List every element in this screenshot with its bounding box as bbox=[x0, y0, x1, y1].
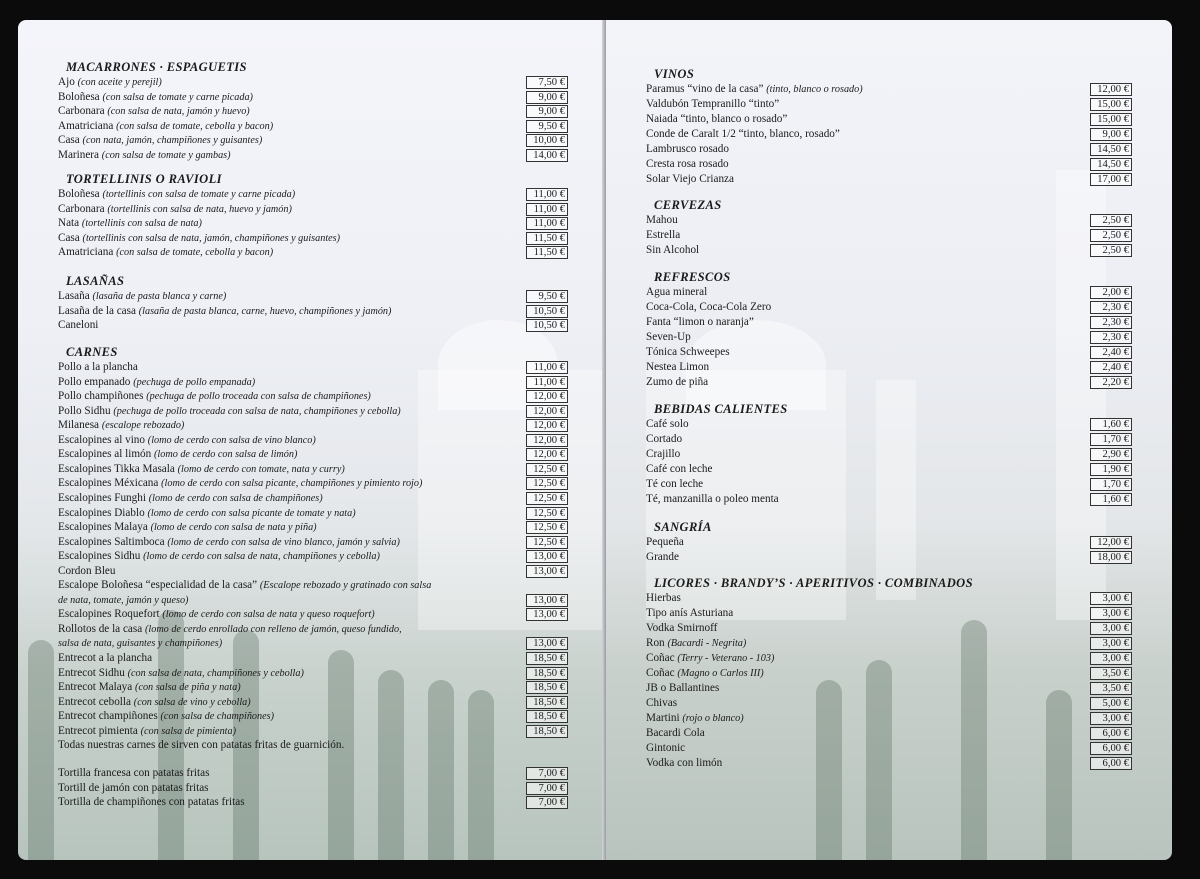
item-name: Todas nuestras carnes de sirven con patatas fritas de guarnición. bbox=[58, 739, 345, 752]
item-price: 12,00 € bbox=[1090, 83, 1132, 96]
item-name: Boloñesa bbox=[58, 90, 100, 103]
item-description: (tortellinis con salsa de nata, jamón, champiñones y guisantes) bbox=[82, 232, 341, 244]
item-price: 10,50 € bbox=[526, 319, 568, 332]
item-name: Escalopines Funghi bbox=[58, 491, 146, 504]
menu-item bbox=[58, 636, 222, 651]
item-price: 7,00 € bbox=[526, 796, 568, 809]
item-name: Bacardi Cola bbox=[646, 727, 705, 739]
item-name: Cordon Bleu bbox=[58, 564, 116, 577]
item-description: (rojo o blanco) bbox=[682, 713, 744, 724]
item-name: Caneloni bbox=[58, 319, 99, 332]
menu-item bbox=[58, 476, 422, 491]
item-price: 17,00 € bbox=[1090, 173, 1132, 186]
item-name: Cortado bbox=[646, 433, 683, 445]
item-name: Boloñesa bbox=[58, 188, 100, 200]
item-name: Escalopines Diablo bbox=[58, 506, 145, 519]
item-description: (lasaña de pasta blanca, carne, huevo, champiñones y jamón) bbox=[138, 305, 392, 317]
menu-item bbox=[646, 432, 682, 446]
item-price: 2,20 € bbox=[1090, 376, 1132, 389]
item-name: Ron bbox=[646, 637, 665, 649]
item-price: 7,00 € bbox=[526, 782, 568, 795]
menu-item bbox=[646, 550, 679, 564]
item-name: Vodka Smirnoff bbox=[646, 622, 718, 634]
menu-item bbox=[58, 245, 273, 260]
item-price: 1,90 € bbox=[1090, 463, 1132, 476]
item-name: Nestea Limon bbox=[646, 361, 710, 373]
item-price: 3,00 € bbox=[1090, 637, 1132, 650]
item-name: Carbonara bbox=[58, 105, 105, 118]
item-name: Escalopines Sidhu bbox=[58, 550, 141, 563]
menu-item bbox=[58, 231, 340, 246]
menu-item bbox=[646, 315, 754, 329]
menu-item bbox=[58, 75, 162, 90]
item-description: (pechuga de pollo troceada con salsa de nata, champiñones y cebolla) bbox=[113, 405, 401, 417]
section-title: LASAÑAS bbox=[66, 274, 125, 288]
item-price: 3,00 € bbox=[1090, 622, 1132, 635]
item-description: (lomo de cerdo con salsa picante de tomate y nata) bbox=[147, 507, 356, 519]
item-name: Escalope Boloñesa “especialidad de la casa” bbox=[58, 579, 258, 592]
section-title: REFRESCOS bbox=[654, 270, 731, 284]
item-description: (lasaña de pasta blanca y carne) bbox=[92, 291, 227, 302]
item-price: 12,00 € bbox=[526, 405, 568, 418]
item-price: 7,00 € bbox=[526, 767, 568, 780]
menu-item bbox=[58, 666, 304, 681]
item-name: Pollo a la plancha bbox=[58, 361, 138, 373]
item-description: (lomo de cerdo con salsa de vino blanco, jamón y salvia) bbox=[167, 536, 400, 548]
item-price: 11,00 € bbox=[526, 376, 568, 389]
item-description: (lomo de cerdo con salsa de nata y piña) bbox=[150, 522, 317, 534]
menu-item bbox=[58, 491, 323, 506]
item-name: Chivas bbox=[646, 697, 678, 709]
item-price: 15,00 € bbox=[1090, 113, 1132, 126]
menu-item bbox=[646, 477, 703, 491]
item-description: (Escalope rebozado y gratinado con salsa bbox=[259, 580, 432, 592]
menu-item bbox=[646, 345, 730, 359]
item-name: Milanesa bbox=[58, 419, 100, 432]
item-name: Estrella bbox=[646, 229, 681, 241]
menu-item bbox=[646, 726, 705, 740]
menu-item bbox=[58, 360, 138, 374]
item-name: Entrecot Malaya bbox=[58, 681, 133, 694]
section-title: TORTELLINIS O RAVIOLI bbox=[66, 172, 222, 186]
item-price: 9,50 € bbox=[526, 290, 568, 303]
section-title: MACARRONES · ESPAGUETIS bbox=[66, 60, 247, 74]
item-price: 6,00 € bbox=[1090, 742, 1132, 755]
item-price: 18,50 € bbox=[526, 652, 568, 665]
item-description: (Magno o Carlos III) bbox=[677, 668, 764, 679]
item-name: Escalopines Roquefort bbox=[58, 608, 160, 621]
item-name: Entrecot champiñones bbox=[58, 710, 158, 723]
item-name: Entrecot pimienta bbox=[58, 724, 138, 737]
item-price: 14,00 € bbox=[526, 149, 568, 162]
menu-item bbox=[58, 766, 209, 780]
item-price: 18,50 € bbox=[526, 696, 568, 709]
item-price: 12,00 € bbox=[526, 419, 568, 432]
item-price: 10,00 € bbox=[526, 134, 568, 147]
item-price: 18,50 € bbox=[526, 681, 568, 694]
section-title: SANGRÍA bbox=[654, 520, 712, 534]
item-description: de nata, tomate, jamón y queso) bbox=[58, 594, 189, 606]
item-name: Tipo anís Asturiana bbox=[646, 607, 734, 619]
item-price: 3,00 € bbox=[1090, 712, 1132, 725]
menu-item bbox=[646, 417, 689, 431]
item-name: Solar Viejo Crianza bbox=[646, 173, 734, 185]
item-description: (con nata, jamón, champiñones y guisantes) bbox=[82, 135, 263, 147]
item-price: 12,00 € bbox=[526, 434, 568, 447]
item-description: (Bacardi - Negrita) bbox=[667, 638, 747, 649]
item-description: (Terry - Veterano - 103) bbox=[677, 653, 775, 664]
section-title: LICORES · BRANDY’S · APERITIVOS · COMBINADOS bbox=[654, 576, 973, 590]
item-name: Escalopines al vino bbox=[58, 433, 145, 446]
item-price: 1,60 € bbox=[1090, 493, 1132, 506]
item-price: 2,50 € bbox=[1090, 214, 1132, 227]
item-name: Entrecot a la plancha bbox=[58, 652, 153, 664]
item-name: Entrecot Sidhu bbox=[58, 666, 125, 679]
item-price: 12,50 € bbox=[526, 507, 568, 520]
menu-item bbox=[646, 741, 685, 755]
menu-item bbox=[646, 651, 774, 666]
item-description: (con salsa de piña y nata) bbox=[135, 682, 241, 694]
menu-item bbox=[58, 418, 184, 433]
menu-item bbox=[646, 330, 691, 344]
item-name: Pollo Sidhu bbox=[58, 404, 111, 417]
item-description: (lomo de cerdo con salsa de champiñones) bbox=[148, 492, 323, 504]
item-description: salsa de nata, guisantes y champiñones) bbox=[58, 638, 223, 650]
item-price: 2,30 € bbox=[1090, 331, 1132, 344]
menu-item bbox=[58, 318, 98, 332]
item-price: 9,00 € bbox=[526, 91, 568, 104]
item-price: 2,50 € bbox=[1090, 244, 1132, 257]
menu-item bbox=[58, 447, 297, 462]
menu-item bbox=[646, 606, 733, 620]
item-name: Hierbas bbox=[646, 592, 681, 604]
item-description: (pechuga de pollo troceada con salsa de champiñones) bbox=[146, 391, 371, 403]
item-description: (lomo de cerdo con salsa de nata y queso roquefort) bbox=[162, 609, 375, 621]
item-price: 18,50 € bbox=[526, 667, 568, 680]
item-price: 13,00 € bbox=[526, 550, 568, 563]
item-name: Tónica Schweepes bbox=[646, 346, 730, 358]
item-price: 11,50 € bbox=[526, 232, 568, 245]
item-name: Coñac bbox=[646, 667, 675, 679]
menu-item bbox=[58, 506, 356, 521]
item-price: 3,00 € bbox=[1090, 607, 1132, 620]
menu-item bbox=[646, 228, 680, 242]
item-price: 13,00 € bbox=[526, 637, 568, 650]
item-name: Lasaña de la casa bbox=[58, 304, 136, 317]
item-price: 6,00 € bbox=[1090, 727, 1132, 740]
menu-right-page bbox=[606, 20, 1172, 860]
menu-item bbox=[58, 680, 241, 695]
item-name: Pollo empanado bbox=[58, 375, 131, 388]
item-description: (lomo de cerdo con salsa de limón) bbox=[154, 449, 298, 461]
item-name: Crajillo bbox=[646, 448, 681, 460]
item-price: 3,50 € bbox=[1090, 682, 1132, 695]
menu-item bbox=[58, 462, 345, 477]
menu-item bbox=[58, 578, 431, 593]
item-price: 13,00 € bbox=[526, 594, 568, 607]
item-description: (tinto, blanco o rosado) bbox=[766, 84, 863, 95]
item-description: (con aceite y perejil) bbox=[77, 77, 162, 88]
item-description: (lomo de cerdo con salsa de vino blanco) bbox=[147, 434, 316, 446]
menu-item bbox=[58, 289, 226, 304]
item-price: 2,90 € bbox=[1090, 448, 1132, 461]
left-menu-content bbox=[18, 20, 606, 860]
menu-item bbox=[58, 148, 231, 163]
item-price: 2,40 € bbox=[1090, 346, 1132, 359]
item-price: 2,00 € bbox=[1090, 286, 1132, 299]
menu-item bbox=[646, 157, 729, 171]
menu-item bbox=[58, 651, 152, 665]
menu-item bbox=[646, 447, 680, 461]
menu-item bbox=[58, 202, 292, 217]
menu-item bbox=[58, 724, 236, 739]
item-name: Tortilla de champiñones con patatas fritas bbox=[58, 796, 245, 809]
menu-item bbox=[58, 520, 317, 535]
item-description: (con salsa de tomate y gambas) bbox=[101, 149, 231, 161]
item-price: 9,00 € bbox=[526, 105, 568, 118]
item-price: 12,50 € bbox=[526, 536, 568, 549]
item-name: Rollotos de la casa bbox=[58, 622, 143, 635]
item-name: Lasaña bbox=[58, 290, 90, 302]
item-name: Carbonara bbox=[58, 202, 105, 215]
menu-item bbox=[646, 375, 708, 389]
item-name: JB o Ballantines bbox=[646, 682, 720, 694]
item-description: (escalope rebozado) bbox=[101, 420, 185, 432]
item-name: Cresta rosa rosado bbox=[646, 158, 729, 170]
menu-item bbox=[646, 492, 779, 506]
item-description: (pechuga de pollo empanada) bbox=[133, 376, 256, 388]
menu-item bbox=[58, 404, 401, 419]
item-description: (con salsa de tomate, cebolla y bacon) bbox=[116, 120, 274, 132]
item-price: 9,00 € bbox=[1090, 128, 1132, 141]
menu-item bbox=[646, 243, 699, 257]
menu-left-page bbox=[18, 20, 606, 860]
item-name: Casa bbox=[58, 134, 80, 147]
menu-item bbox=[58, 389, 371, 404]
item-name: Coca-Cola, Coca-Cola Zero bbox=[646, 301, 772, 313]
menu-item bbox=[58, 622, 402, 637]
section-title: VINOS bbox=[654, 67, 695, 81]
menu-item bbox=[646, 142, 729, 156]
item-price: 12,50 € bbox=[526, 463, 568, 476]
menu-item bbox=[58, 90, 253, 105]
item-description: (lomo de cerdo con salsa picante, champiñones y pimiento rojo) bbox=[161, 478, 423, 490]
item-name: Nata bbox=[58, 217, 80, 230]
item-price: 12,00 € bbox=[1090, 536, 1132, 549]
menu-item bbox=[646, 285, 707, 299]
menu-item bbox=[58, 104, 250, 119]
menu-item bbox=[58, 119, 273, 134]
menu-item bbox=[646, 681, 719, 695]
item-name: Escalopines Méxicana bbox=[58, 477, 159, 490]
menu-item bbox=[646, 360, 709, 374]
menu-item bbox=[58, 133, 262, 148]
item-price: 2,40 € bbox=[1090, 361, 1132, 374]
section-title: BEBIDAS CALIENTES bbox=[654, 402, 788, 416]
item-name: Naiada “tinto, blanco o rosado” bbox=[646, 113, 788, 125]
item-description: (con salsa de tomate y carne picada) bbox=[102, 91, 253, 103]
item-name: Sin Alcohol bbox=[646, 244, 700, 256]
item-name: Fanta “limon o naranja” bbox=[646, 316, 754, 328]
menu-item bbox=[58, 564, 116, 578]
item-name: Té, manzanilla o poleo menta bbox=[646, 493, 779, 505]
item-price: 12,50 € bbox=[526, 521, 568, 534]
menu-item bbox=[646, 696, 677, 710]
menu-item bbox=[58, 781, 209, 795]
menu-item bbox=[58, 375, 255, 390]
menu-item bbox=[58, 795, 245, 809]
item-price: 15,00 € bbox=[1090, 98, 1132, 111]
item-price: 1,70 € bbox=[1090, 478, 1132, 491]
menu-item bbox=[58, 304, 391, 319]
menu-item bbox=[58, 607, 375, 622]
item-name: Escalopines al limón bbox=[58, 448, 152, 461]
item-price: 6,00 € bbox=[1090, 757, 1132, 770]
section-title: CARNES bbox=[66, 345, 118, 359]
item-name: Pequeña bbox=[646, 536, 684, 548]
item-description: (lomo de cerdo enrollado con relleno de jamón, queso fundido, bbox=[145, 623, 402, 635]
item-name: Escalopines Tikka Masala bbox=[58, 462, 175, 475]
item-description: (lomo de cerdo con salsa de nata, champiñones y cebolla) bbox=[143, 551, 380, 563]
item-description: (tortellinis con salsa de nata) bbox=[81, 218, 202, 230]
item-price: 12,50 € bbox=[526, 492, 568, 505]
item-name: Entrecot cebolla bbox=[58, 695, 131, 708]
item-name: Escalopines Saltimboca bbox=[58, 535, 165, 548]
item-name: Marinera bbox=[58, 148, 99, 161]
item-description: (tortellinis con salsa de tomate y carne picada) bbox=[102, 189, 296, 200]
menu-item bbox=[646, 213, 678, 227]
item-price: 1,70 € bbox=[1090, 433, 1132, 446]
item-price: 18,50 € bbox=[526, 710, 568, 723]
item-name: Vodka con limón bbox=[646, 757, 723, 769]
menu-item bbox=[646, 172, 734, 186]
item-price: 14,50 € bbox=[1090, 143, 1132, 156]
item-price: 2,50 € bbox=[1090, 229, 1132, 242]
item-name: Coñac bbox=[646, 652, 675, 664]
item-name: Martini bbox=[646, 712, 680, 724]
item-price: 9,50 € bbox=[526, 120, 568, 133]
item-name: Grande bbox=[646, 551, 679, 563]
item-price: 11,00 € bbox=[526, 188, 568, 201]
menu-item bbox=[646, 97, 779, 111]
menu-item bbox=[646, 127, 840, 141]
menu-item bbox=[646, 82, 863, 97]
item-price: 3,50 € bbox=[1090, 667, 1132, 680]
item-price: 11,00 € bbox=[526, 203, 568, 216]
item-price: 18,50 € bbox=[526, 725, 568, 738]
item-description: (con salsa de vino y cebolla) bbox=[133, 696, 251, 708]
item-name: Café con leche bbox=[646, 463, 713, 475]
menu-item bbox=[646, 711, 744, 726]
item-price: 11,00 € bbox=[526, 361, 568, 374]
item-price: 12,50 € bbox=[526, 477, 568, 490]
item-name: Tortill de jamón con patatas fritas bbox=[58, 781, 209, 794]
item-name: Paramus “vino de la casa” bbox=[646, 83, 764, 95]
item-description: (con salsa de tomate, cebolla y bacon) bbox=[116, 247, 274, 259]
item-price: 11,50 € bbox=[526, 246, 568, 259]
item-name: Escalopines Malaya bbox=[58, 521, 148, 534]
menu-item bbox=[58, 216, 202, 231]
item-price: 11,00 € bbox=[526, 217, 568, 230]
item-price: 12,00 € bbox=[526, 448, 568, 461]
item-name: Casa bbox=[58, 231, 80, 244]
section-title: CERVEZAS bbox=[654, 198, 722, 212]
menu-item bbox=[646, 621, 717, 635]
menu-item bbox=[646, 462, 712, 476]
item-name: Tortilla francesa con patatas fritas bbox=[58, 767, 210, 779]
menu-item bbox=[646, 300, 771, 314]
item-name: Amatriciana bbox=[58, 119, 114, 132]
item-price: 3,00 € bbox=[1090, 652, 1132, 665]
menu-item bbox=[646, 112, 787, 126]
item-price: 5,00 € bbox=[1090, 697, 1132, 710]
item-description: (lomo de cerdo con tomate, nata y curry) bbox=[177, 463, 345, 475]
menu-item bbox=[646, 666, 764, 681]
item-price: 7,50 € bbox=[526, 76, 568, 89]
menu-item bbox=[646, 591, 681, 605]
item-name: Agua mineral bbox=[646, 286, 708, 298]
item-price: 12,00 € bbox=[526, 390, 568, 403]
item-price: 13,00 € bbox=[526, 608, 568, 621]
item-price: 3,00 € bbox=[1090, 592, 1132, 605]
item-description: (con salsa de pimienta) bbox=[140, 725, 236, 737]
item-name: Amatriciana bbox=[58, 246, 114, 259]
item-name: Pollo champiñones bbox=[58, 390, 144, 403]
item-description: (con salsa de champiñones) bbox=[160, 711, 274, 723]
item-name: Valdubón Tempranillo “tinto” bbox=[646, 98, 780, 110]
item-price: 18,00 € bbox=[1090, 551, 1132, 564]
item-name: Conde de Caralt 1/2 “tinto, blanco, rosado” bbox=[646, 128, 840, 140]
item-name: Zumo de piña bbox=[646, 376, 709, 388]
item-name: Café solo bbox=[646, 418, 689, 430]
item-description: (tortellinis con salsa de nata, huevo y jamón) bbox=[107, 203, 292, 215]
menu-item bbox=[58, 433, 316, 448]
item-name: Ajo bbox=[58, 76, 75, 88]
menu-item bbox=[58, 549, 380, 564]
item-price: 10,50 € bbox=[526, 305, 568, 318]
item-name: Lambrusco rosado bbox=[646, 143, 729, 155]
item-price: 14,50 € bbox=[1090, 158, 1132, 171]
item-price: 13,00 € bbox=[526, 565, 568, 578]
item-name: Té con leche bbox=[646, 478, 704, 490]
item-name: Mahou bbox=[646, 214, 678, 226]
item-price: 1,60 € bbox=[1090, 418, 1132, 431]
menu-item bbox=[646, 636, 746, 651]
menu-item bbox=[646, 535, 684, 549]
item-price: 2,30 € bbox=[1090, 301, 1132, 314]
menu-item bbox=[58, 535, 400, 550]
item-description: (con salsa de nata, champiñones y cebolla) bbox=[127, 667, 304, 679]
menu-item bbox=[58, 738, 344, 752]
item-name: Seven-Up bbox=[646, 331, 691, 343]
item-price: 2,30 € bbox=[1090, 316, 1132, 329]
menu-item bbox=[58, 695, 251, 710]
menu-item bbox=[58, 709, 274, 724]
menu-item bbox=[58, 187, 295, 202]
menu-item bbox=[646, 756, 722, 770]
item-description: (con salsa de nata, jamón y huevo) bbox=[107, 106, 250, 118]
item-name: Gintonic bbox=[646, 742, 686, 754]
right-menu-content bbox=[606, 20, 1172, 860]
menu-item bbox=[58, 593, 188, 608]
